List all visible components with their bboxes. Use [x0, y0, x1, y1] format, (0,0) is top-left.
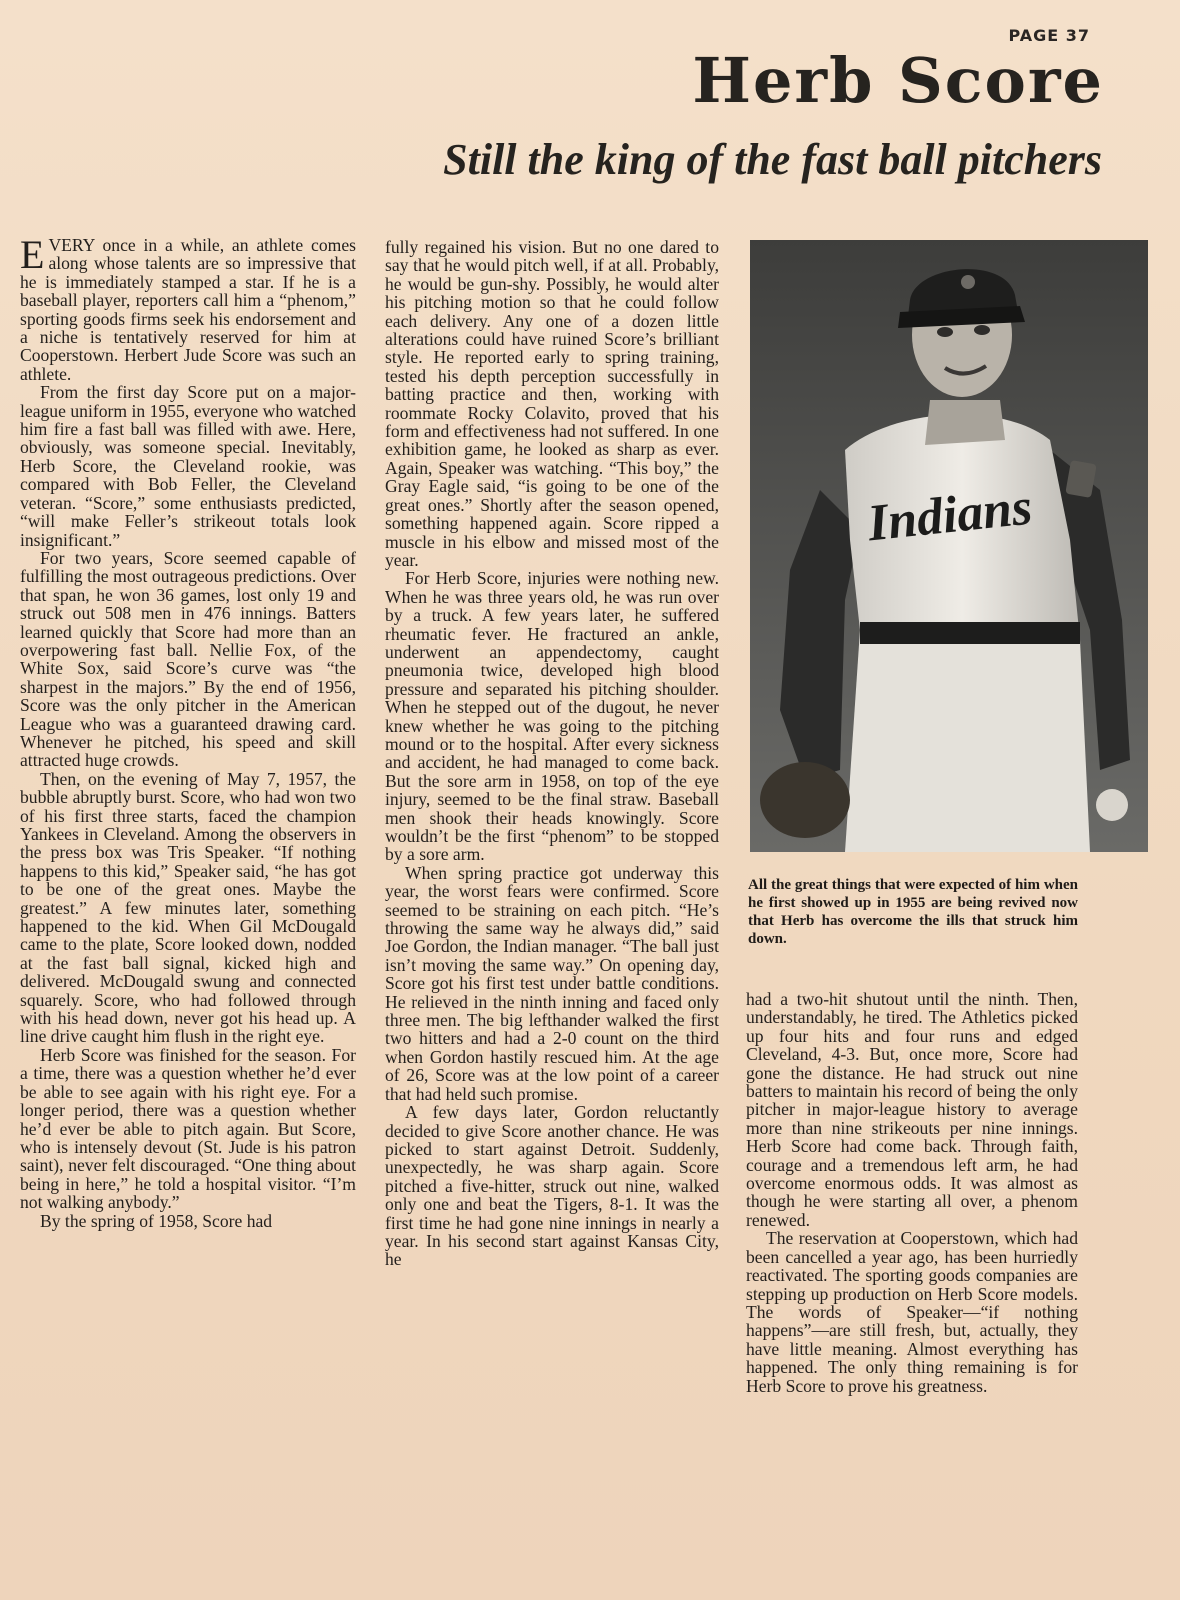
article-paragraph: Herb Score was finished for the season. For a time, there was a question whether he’d ever be able to see again with his right eye. For a longer period, there was a question whether he’d ever be able to pitch again. But Score, who is intensely devout (St. Jude is his patron saint), never felt discouraged. “One thing about being in here,” he told a hospital visitor. “I’m not walking anybody.”	[20, 1044, 356, 1213]
photo-caption: All the great things that were expected of him when he first showed up in 1955 are being revived now that Herb has overcome the ills that struck him down.	[748, 877, 1078, 947]
page-number: PAGE 37	[1008, 26, 1090, 45]
player-photo-illustration	[750, 240, 1148, 852]
article-paragraph: By the spring of 1958, Score had	[40, 1210, 273, 1231]
headline: Herb Score	[692, 44, 1104, 117]
article-column-3	[746, 990, 1078, 1395]
article-paragraph: For Herb Score, injuries were nothing new. When he was three years old, he was run over by a truck. A few years later, he suffered rheumatic fever. He fractured an ankle, underwent an appendectomy, caught pneumonia twice, developed high blood pressure and separated his pitching shoulder. When he stepped out of the dugout, he never knew whether he was going to the pitching mound or to the hospital. After every sickness and accident, he had managed to come back. But the sore arm in 1958, on top of the eye injury, seemed to be the final straw. Baseball men shook their heads knowingly. Score wouldn’t be the first “phenom” to be stopped by a sore arm.	[385, 568, 719, 865]
article-paragraph: A few days later, Gordon reluctantly decided to give Score another chance. He was picked to start against Detroit. Suddenly, unexpectedly, he was sharp again. Score pitched a five-hitter, struck out nine, walked only one and beat the Tigers, 8-1. It was the first time he had gone nine innings in nearly a year. In his second start against Kansas City, he	[385, 1102, 719, 1270]
drop-cap: E	[20, 232, 45, 277]
article-paragraph: For two years, Score seemed capable of fulfilling the most outrageous predictions. Over that span, he won 36 games, lost only 19 and struck out 508 men in 476 innings. Batters learned quickly that Score had more than an overpowering fast ball. Nellie Fox, of the White Sox, said Score’s curve was “the sharpest in the majors.” By the end of 1956, Score was the only pitcher in the American League who was a guaranteed drawing card. Whenever he pitched, his speed and skill attracted huge crowds.	[20, 547, 356, 771]
article-paragraph: When spring practice got underway this year, the worst fears were confirmed. Score seemed to be straining on each pitch. “He’s throwing the same way he always did,” said Joe Gordon, the Indian manager. “The ball just isn’t moving the same way.” On opening day, Score got his first test under battle conditions. He relieved in the ninth inning and faced only three men. The big lefthander walked the first two hitters and had a 2-0 count on the third when Gordon hastily rescued him. At the age of 26, Score was at the low point of a career that had held such promise.	[385, 862, 719, 1104]
article-paragraph	[20, 232, 356, 384]
article-paragraph: Then, on the evening of May 7, 1957, the bubble abruptly burst. Score, who had won two of his first three starts, faced the champion Yankees in Cleveland. Among the observers in the press box was Tris Speaker. “If nothing happens to this kid,” Speaker said, “he has got to be one of the great ones. Maybe the greatest.” A few minutes later, something happened to the kid. When Gil McDougald came to the plate, Score looked down, nodded at the fast ball signal, kicked high and delivered. McDougald swung and connected squarely. Score, who had followed through with his head down, never got his head up. A line drive caught him flush in the right eye.	[20, 768, 356, 1047]
player-photo	[750, 240, 1148, 852]
article-paragraph: From the first day Score put on a major-league uniform in 1955, everyone who watched him fire a fast ball was filled with awe. Here, obviously, was someone special. Inevitably, Herb Score, the Cleveland rookie, was compared with Bob Feller, the Cleveland veteran. “Score,” some enthusiasts predicted, “will make Feller’s strikeout totals look insignificant.”	[20, 382, 356, 550]
jersey-lettering: Indians	[864, 478, 1035, 553]
article-column-2	[385, 238, 719, 1269]
article-column-1	[20, 232, 356, 1231]
article-paragraph: fully regained his vision. But no one dared to say that he would pitch well, if at all. Probably, he would be gun-shy. Possibly, he would alter his pitching motion so that he could follow each delivery. Any one of a dozen little alterations could have ruined Score’s brilliant style. He reported early to spring training, tested his depth perception successfully in batting practice and then, working with roommate Rocky Colavito, proved that his form and effectiveness had not suffered. In one exhibition game, he looked as sharp as ever. Again, Speaker was watching. “This boy,” the Gray Eagle said, “is going to be one of the great ones.” Shortly after the season opened, something happened again. Score ripped a muscle in his elbow and missed most of the year.	[385, 237, 719, 570]
subheadline: Still the king of the fast ball pitchers	[443, 135, 1102, 184]
article-paragraph: had a two-hit shutout until the ninth. Then, understandably, he tired. The Athletics picked up four hits and four runs and edged Cleveland, 4-3. But, once more, Score had gone the distance. He had struck out nine batters to maintain his record of being the only pitcher in major-league history to average more than nine strikeouts per nine innings. Herb Score had come back. Through faith, courage and a tremendous left arm, he had overcome enormous odds. It was almost as though he were starting all over, a phenom renewed.	[746, 989, 1078, 1230]
paragraph-text: VERY once in a while, an athlete comes along whose talents are so impressive that he is immediately stamped a star. If he is a baseball player, reporters call him a “phenom,” sporting goods firms seek his endorsement and a niche is tentatively reserved for him at Cooperstown. Herbert Jude Score was such an athlete.	[20, 235, 356, 384]
article-paragraph: The reservation at Cooperstown, which had been cancelled a year ago, has been hurriedly reactivated. The sporting goods companies are stepping up production on Herb Score models. The words of Speaker—“if nothing happens”—are still fresh, but, actually, they have little meaning. Almost everything has happened. The only thing remaining is for Herb Score to prove his greatness.	[746, 1228, 1078, 1396]
